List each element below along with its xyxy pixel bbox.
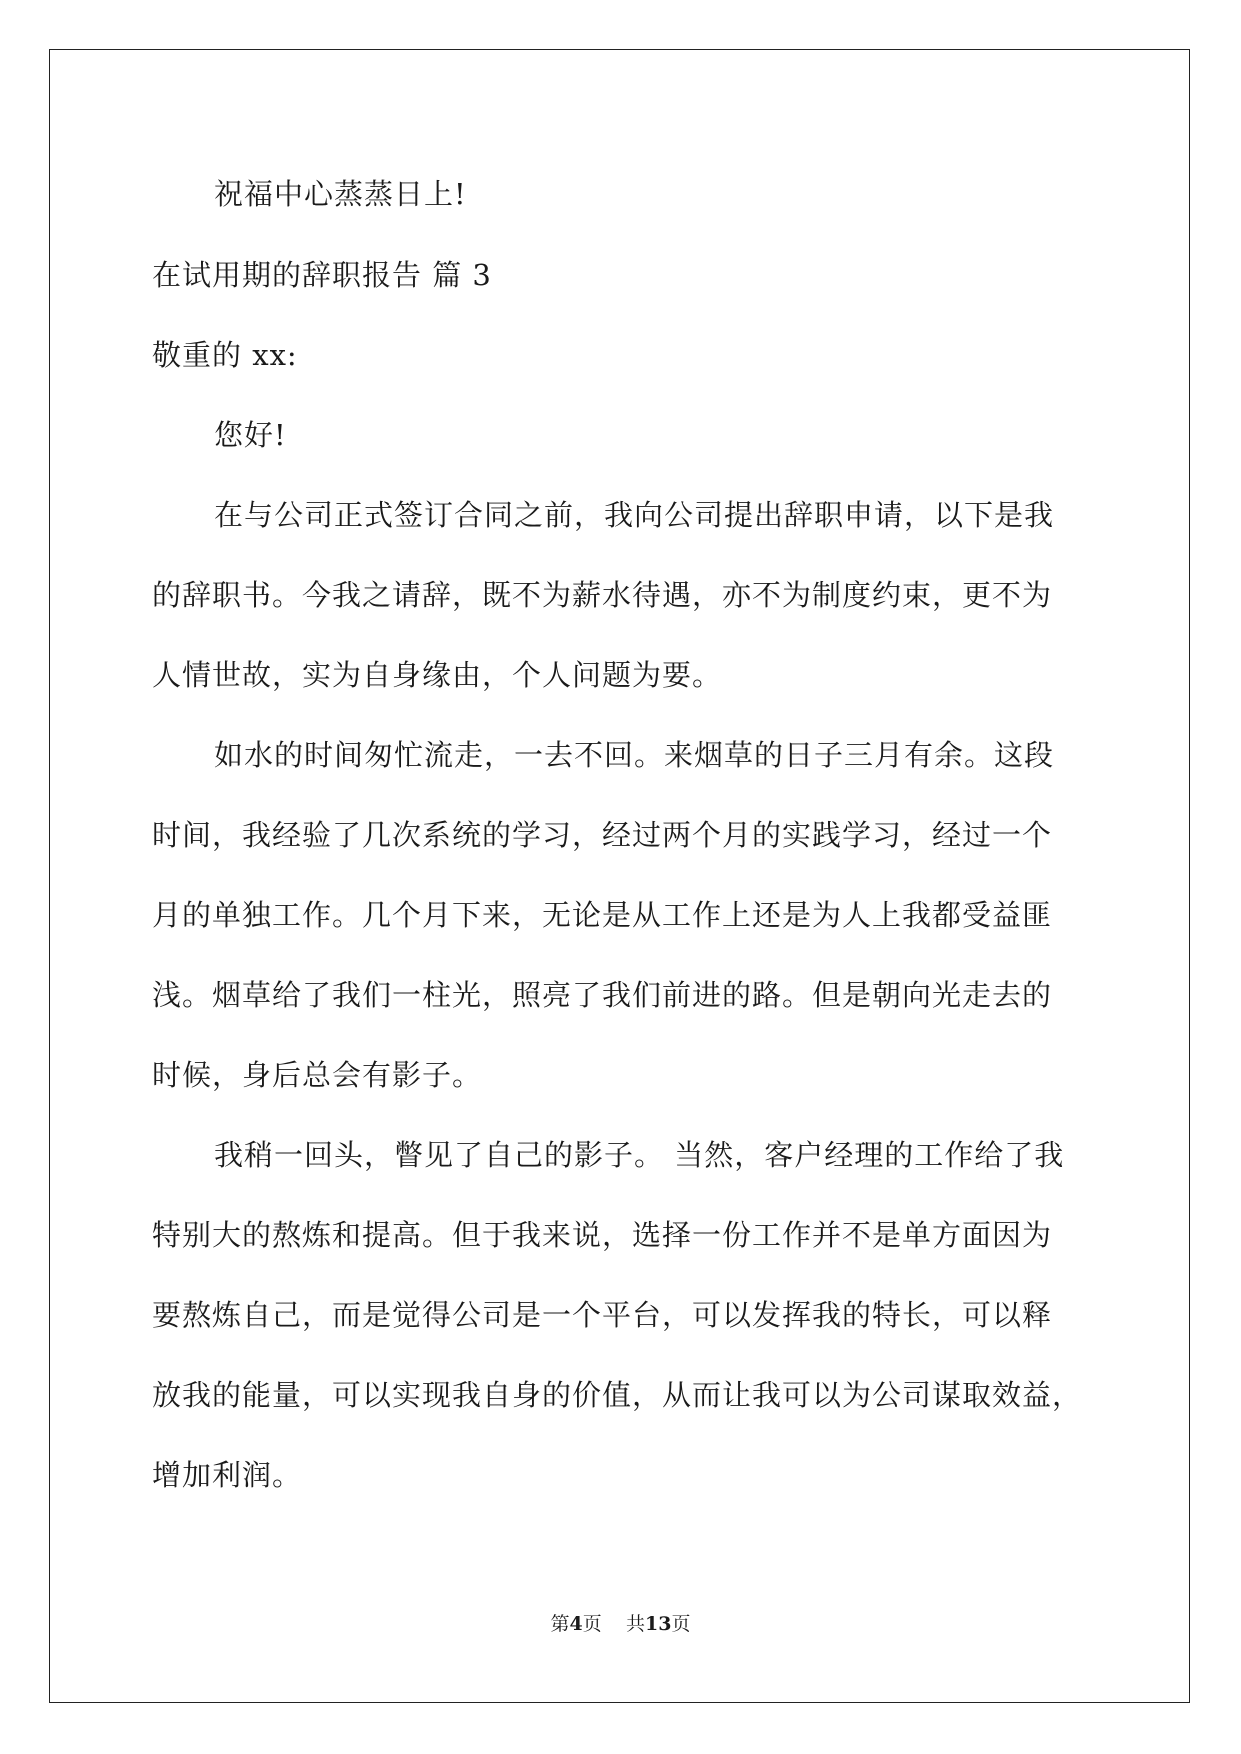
body-line: 时间，我经验了几次系统的学习，经过两个月的实践学习，经过一个	[152, 818, 1053, 852]
body-line: 特别大的熬炼和提高。但于我来说，选择一份工作并不是单方面因为	[152, 1218, 1053, 1252]
page-label-prefix: 第	[550, 1613, 570, 1635]
body-line: 的辞职书。今我之请辞，既不为薪水待遇，亦不为制度约束，更不为	[152, 578, 1053, 612]
page-border	[49, 49, 1190, 1703]
body-line: 月的单独工作。几个月下来，无论是从工作上还是为人上我都受益匪	[152, 898, 1053, 932]
page-number: 4	[569, 1613, 583, 1635]
page-footer	[0, 1612, 1241, 1636]
body-line: 浅。烟草给了我们一柱光，照亮了我们前进的路。但是朝向光走去的	[152, 978, 1053, 1012]
body-line: 人情世故，实为自身缘由，个人问题为要。	[152, 658, 723, 692]
total-pages: 13	[644, 1613, 672, 1635]
body-line: 放我的能量，可以实现我自身的价值，从而让我可以为公司谋取效益，	[152, 1378, 1083, 1412]
body-line: 要熬炼自己，而是觉得公司是一个平台，可以发挥我的特长，可以释	[152, 1298, 1053, 1332]
body-line: 增加利润。	[152, 1458, 303, 1492]
body-line: 我稍一回头，瞥见了自己的影子。 当然，客户经理的工作给了我	[214, 1138, 1065, 1172]
section-heading: 在试用期的辞职报告 篇 3	[152, 258, 492, 292]
greeting: 您好!	[214, 418, 287, 452]
body-line: 如水的时间匆忙流走，一去不回。来烟草的日子三月有余。这段	[214, 738, 1055, 772]
closing-blessing: 祝福中心蒸蒸日上!	[214, 177, 467, 211]
total-label-suffix: 页	[671, 1613, 691, 1635]
body-line: 在与公司正式签订合同之前，我向公司提出辞职申请，以下是我	[214, 498, 1055, 532]
salutation: 敬重的 xx:	[152, 338, 298, 372]
page-label-suffix: 页	[582, 1613, 602, 1635]
total-label-prefix: 共	[625, 1613, 645, 1635]
body-line: 时候，身后总会有影子。	[152, 1058, 483, 1092]
